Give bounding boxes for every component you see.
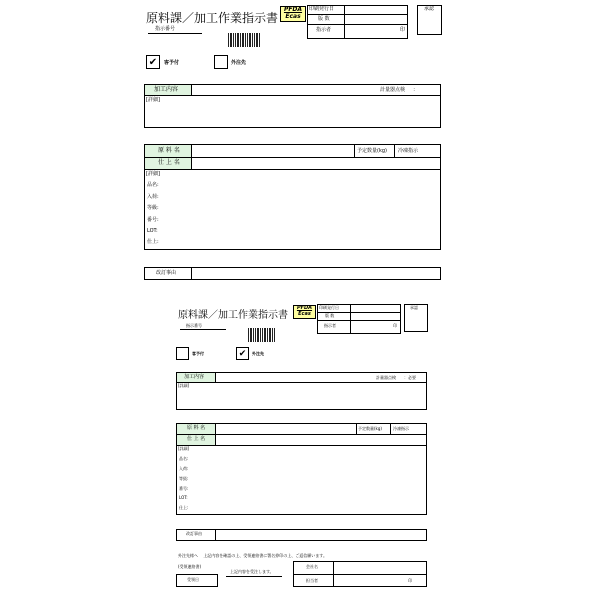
- receipt-text: 上記内容を受注します。: [230, 569, 274, 574]
- revision-box: [176, 529, 427, 541]
- version-label: 版 数: [318, 16, 330, 22]
- detail-row: 入荷:: [147, 194, 159, 200]
- print-date-label: 印刷発行日: [309, 6, 335, 12]
- detail-row: 品名:: [147, 182, 159, 188]
- detail-row: 品名:: [179, 456, 189, 461]
- processing-label: 加工内容: [184, 374, 205, 380]
- meter-check-label: 計量器点検: [376, 375, 396, 380]
- detail-row: 等級:: [147, 205, 159, 211]
- subcontractor-label: 外注先: [231, 60, 247, 66]
- detail-row: LOT:: [179, 495, 188, 500]
- planned-quantity-label: 予定数量(kg): [357, 148, 387, 154]
- subcontractor-note: 外注先様へ 上記内容を確認の上、受領連絡書に署名捺印の上、ご返信願います。: [178, 553, 327, 558]
- storage-instruction-label: 冷凍指示: [398, 148, 419, 154]
- seal-mark: 印: [400, 27, 406, 33]
- planned-quantity-label: 予定数量(kg): [358, 426, 382, 431]
- revision-box: [144, 267, 441, 280]
- detail-row: 等級:: [179, 476, 189, 481]
- storage-instruction-label: 冷凍指示: [393, 426, 409, 431]
- detail-row: 番号:: [147, 217, 159, 223]
- revision-label: 改訂事由: [156, 270, 177, 276]
- form-title: 原料課／加工作業指示書: [146, 11, 279, 25]
- detail-row: 入荷:: [179, 466, 189, 471]
- customer-checkbox[interactable]: ✔: [146, 55, 160, 69]
- detail-row: LOT:: [147, 228, 158, 234]
- company-name-label: 会社名: [306, 564, 318, 569]
- processing-detail-label: [詳細]: [178, 383, 190, 388]
- meter-check-value: ：: [413, 87, 419, 93]
- customer-checkbox[interactable]: [176, 347, 189, 360]
- raw-material-label: 原 料 名: [187, 425, 206, 431]
- meter-check-label: 計量器点検: [380, 87, 406, 93]
- company-logo: PFDA Ecas: [293, 305, 316, 319]
- customer-label: 客予付: [164, 60, 180, 66]
- instruction-number-label: 指示番号: [155, 26, 176, 32]
- material-detail-label: [詳細]: [178, 446, 190, 451]
- receive-date-label: 受領日: [187, 577, 199, 582]
- instruction-number-label: 指示番号: [186, 323, 202, 328]
- finish-name-label: 仕 上 名: [187, 436, 206, 442]
- processing-detail-label: [詳細]: [146, 97, 160, 103]
- person-label: 担当者: [306, 578, 318, 583]
- barcode-icon: [228, 33, 268, 47]
- barcode-icon: [248, 328, 282, 342]
- revision-label: 改訂事由: [186, 531, 202, 536]
- stamp-mark: 印: [408, 578, 412, 583]
- approval-label: 承認: [410, 305, 418, 310]
- print-date-label: 印刷発行日: [319, 305, 339, 310]
- detail-row: 仕上:: [147, 239, 159, 245]
- raw-material-label: 原 料 名: [158, 147, 180, 154]
- detail-row: 番号:: [179, 486, 189, 491]
- version-label: 版 数: [325, 313, 335, 318]
- subcontractor-checkbox[interactable]: [214, 55, 228, 69]
- detail-row: 仕上:: [179, 505, 189, 510]
- processing-label: 加工内容: [154, 86, 179, 93]
- meter-check-value: ：必要: [404, 375, 416, 380]
- subcontractor-label: 外注先: [252, 351, 264, 356]
- subcontractor-checkbox[interactable]: ✔: [236, 347, 249, 360]
- form-title: 原料課／加工作業指示書: [178, 310, 288, 321]
- approval-label: 承認: [424, 6, 435, 12]
- customer-label: 客予付: [192, 351, 204, 356]
- material-detail-label: [詳細]: [146, 171, 160, 177]
- instructor-label: 指示者: [316, 27, 332, 33]
- company-logo: PFDA Ecas: [280, 6, 306, 22]
- receipt-header: (受領連絡書): [178, 564, 202, 569]
- instructor-label: 指示者: [324, 323, 336, 328]
- seal-mark: 印: [393, 323, 397, 328]
- finish-name-label: 仕 上 名: [158, 159, 180, 166]
